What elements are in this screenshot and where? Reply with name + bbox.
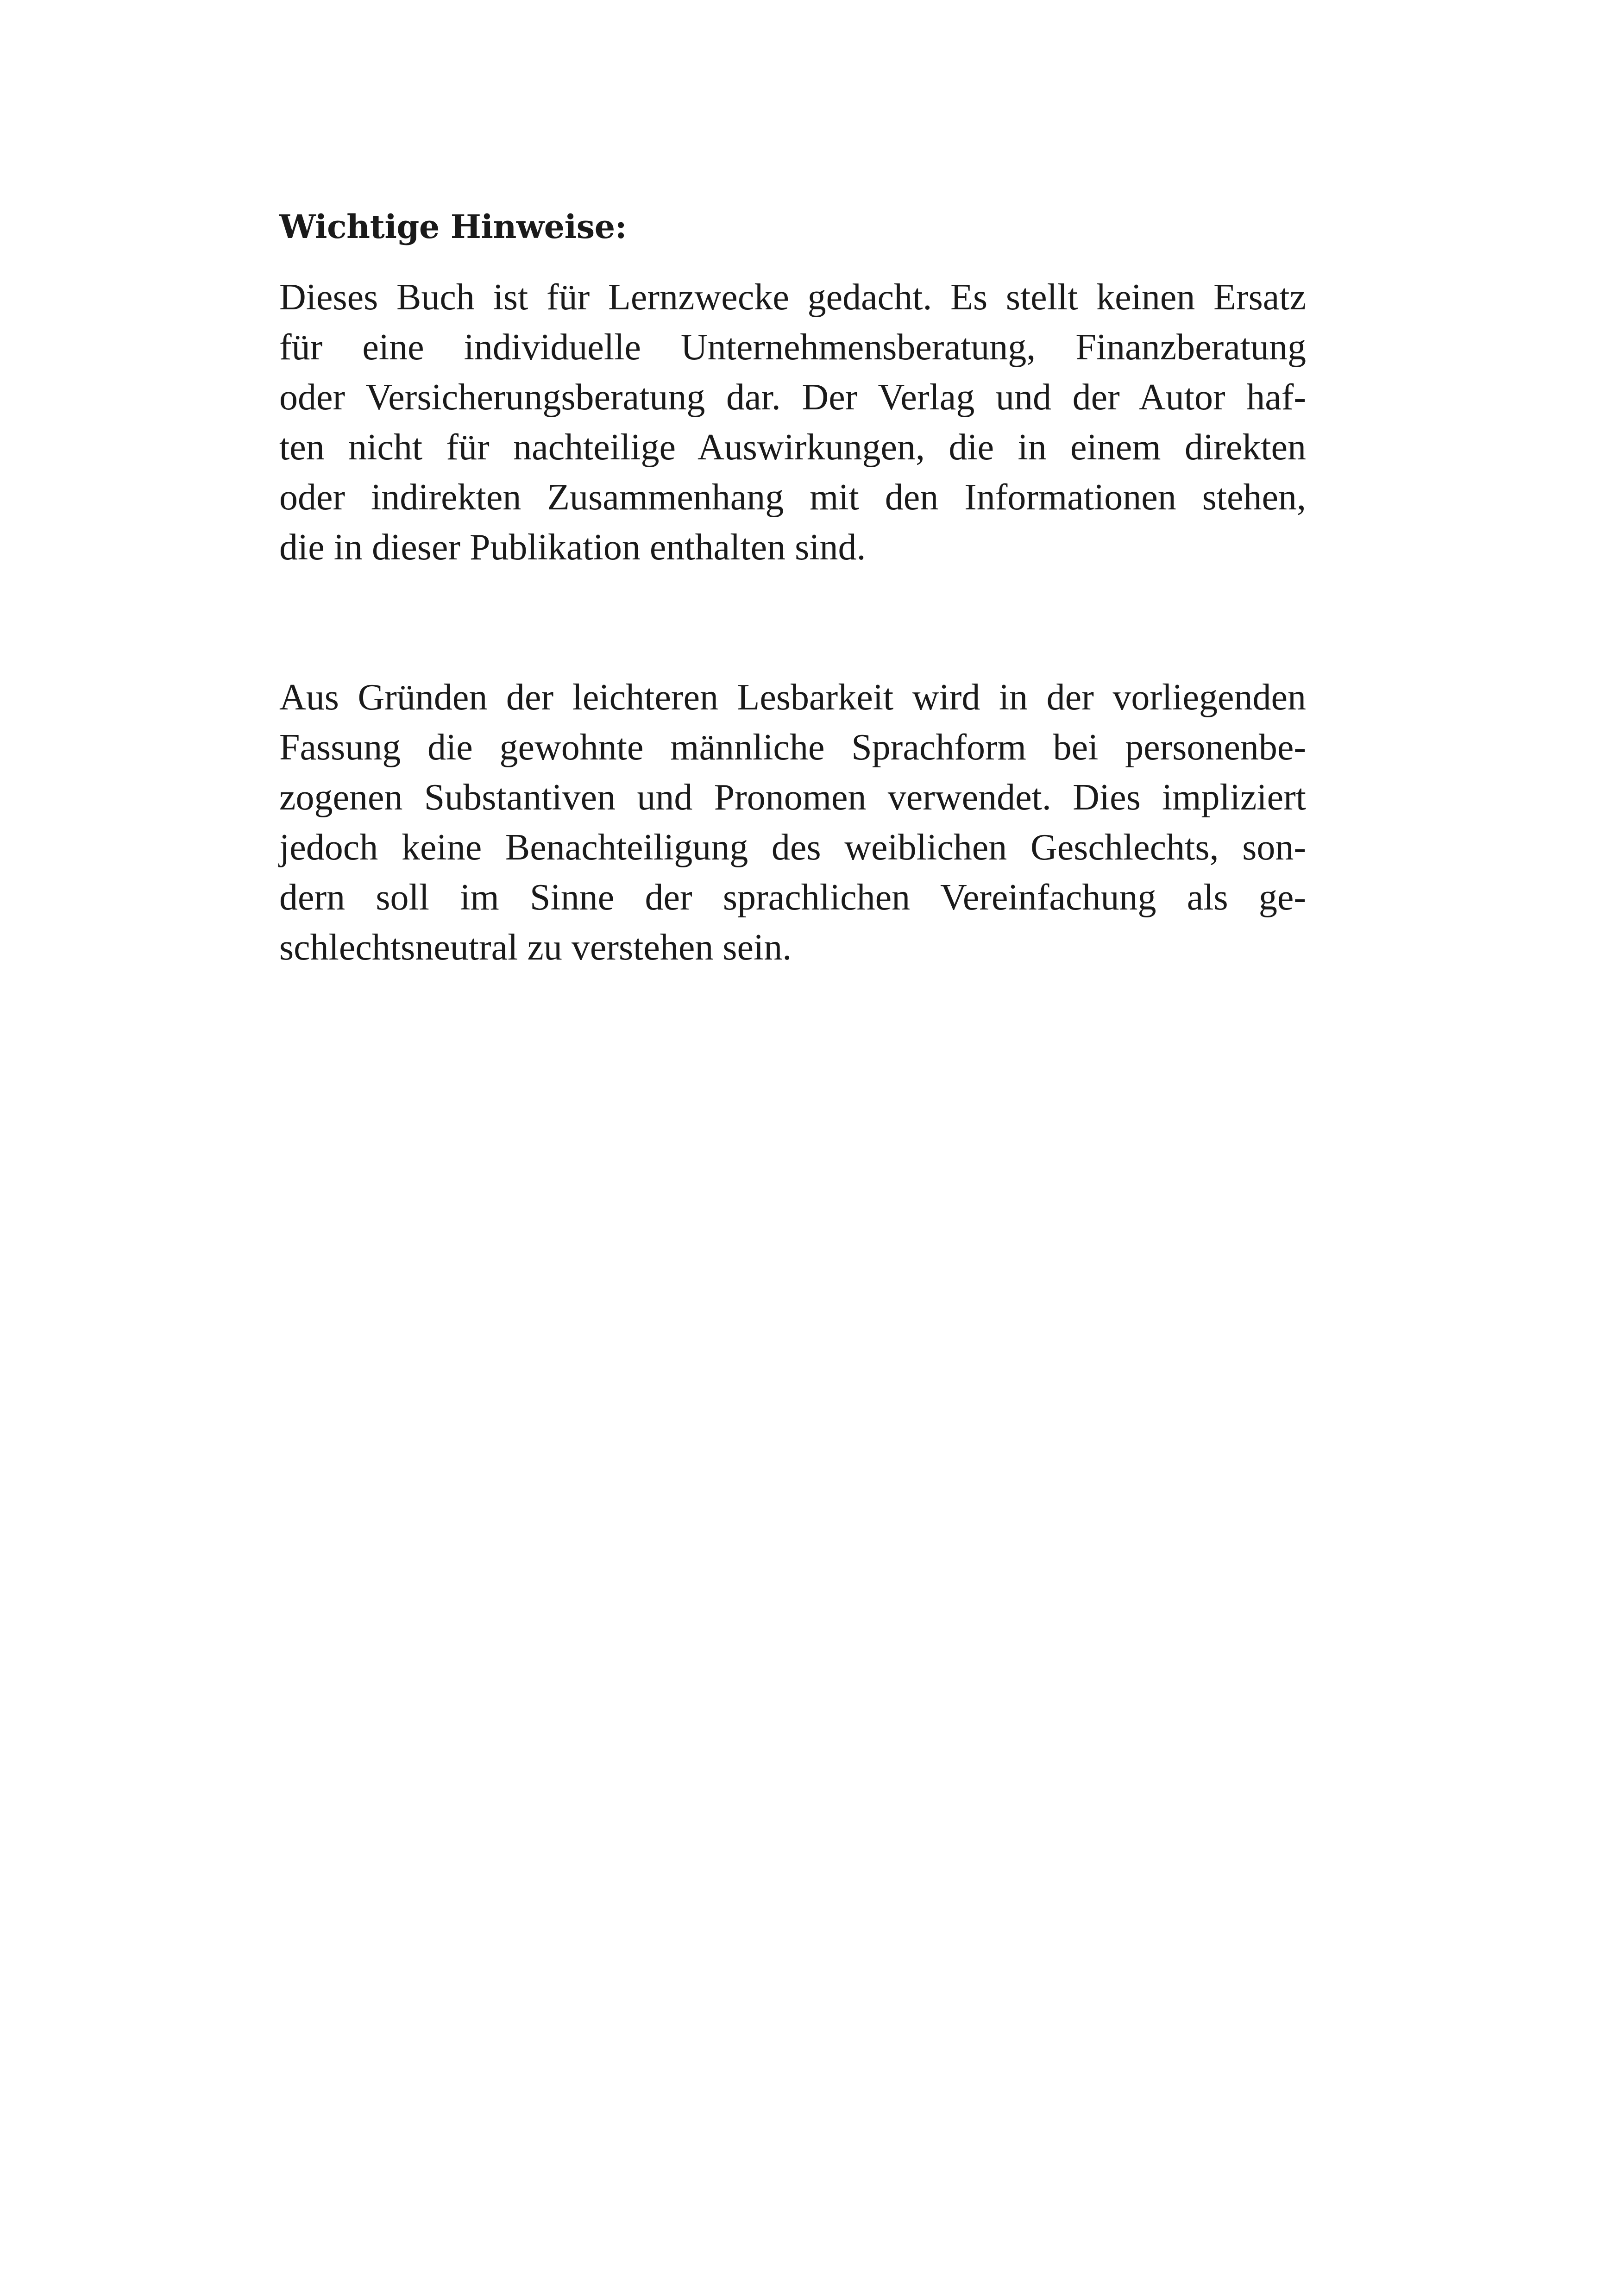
text-line: schlechtsneutral zu verstehen sein. — [279, 927, 792, 968]
text-line: Dieses Buch ist für Lernzwecke gedacht. Es stellt keinen Ersatz — [279, 277, 1306, 318]
gender-language-paragraph — [279, 672, 1306, 972]
text-line: oder indirekten Zusammenhang mit den Informationen stehen, — [279, 477, 1306, 518]
text-line: zogenen Substantiven und Pronomen verwendet. Dies impliziert — [279, 777, 1306, 818]
notice-heading: Wichtige Hinweise: — [279, 207, 627, 246]
text-line: ten nicht für nachteilige Auswirkungen, die in einem direkten — [279, 427, 1306, 468]
text-line: Fassung die gewohnte männliche Sprachform bei personenbe- — [279, 727, 1306, 768]
paragraph-spacer — [279, 572, 1306, 672]
text-line: jedoch keine Benachteiligung des weiblichen Geschlechts, son- — [279, 827, 1306, 868]
notice-section — [279, 204, 1306, 972]
text-line: oder Versicherungsberatung dar. Der Verlag und der Autor haf- — [279, 377, 1306, 418]
text-line: dern soll im Sinne der sprachlichen Vereinfachung als ge- — [279, 877, 1306, 918]
text-line: Aus Gründen der leichteren Lesbarkeit wird in der vorliegenden — [279, 677, 1306, 718]
text-line: die in dieser Publikation enthalten sind. — [279, 527, 866, 568]
disclaimer-paragraph — [279, 272, 1306, 572]
text-line: für eine individuelle Unternehmensberatung, Finanzberatung — [279, 327, 1306, 368]
